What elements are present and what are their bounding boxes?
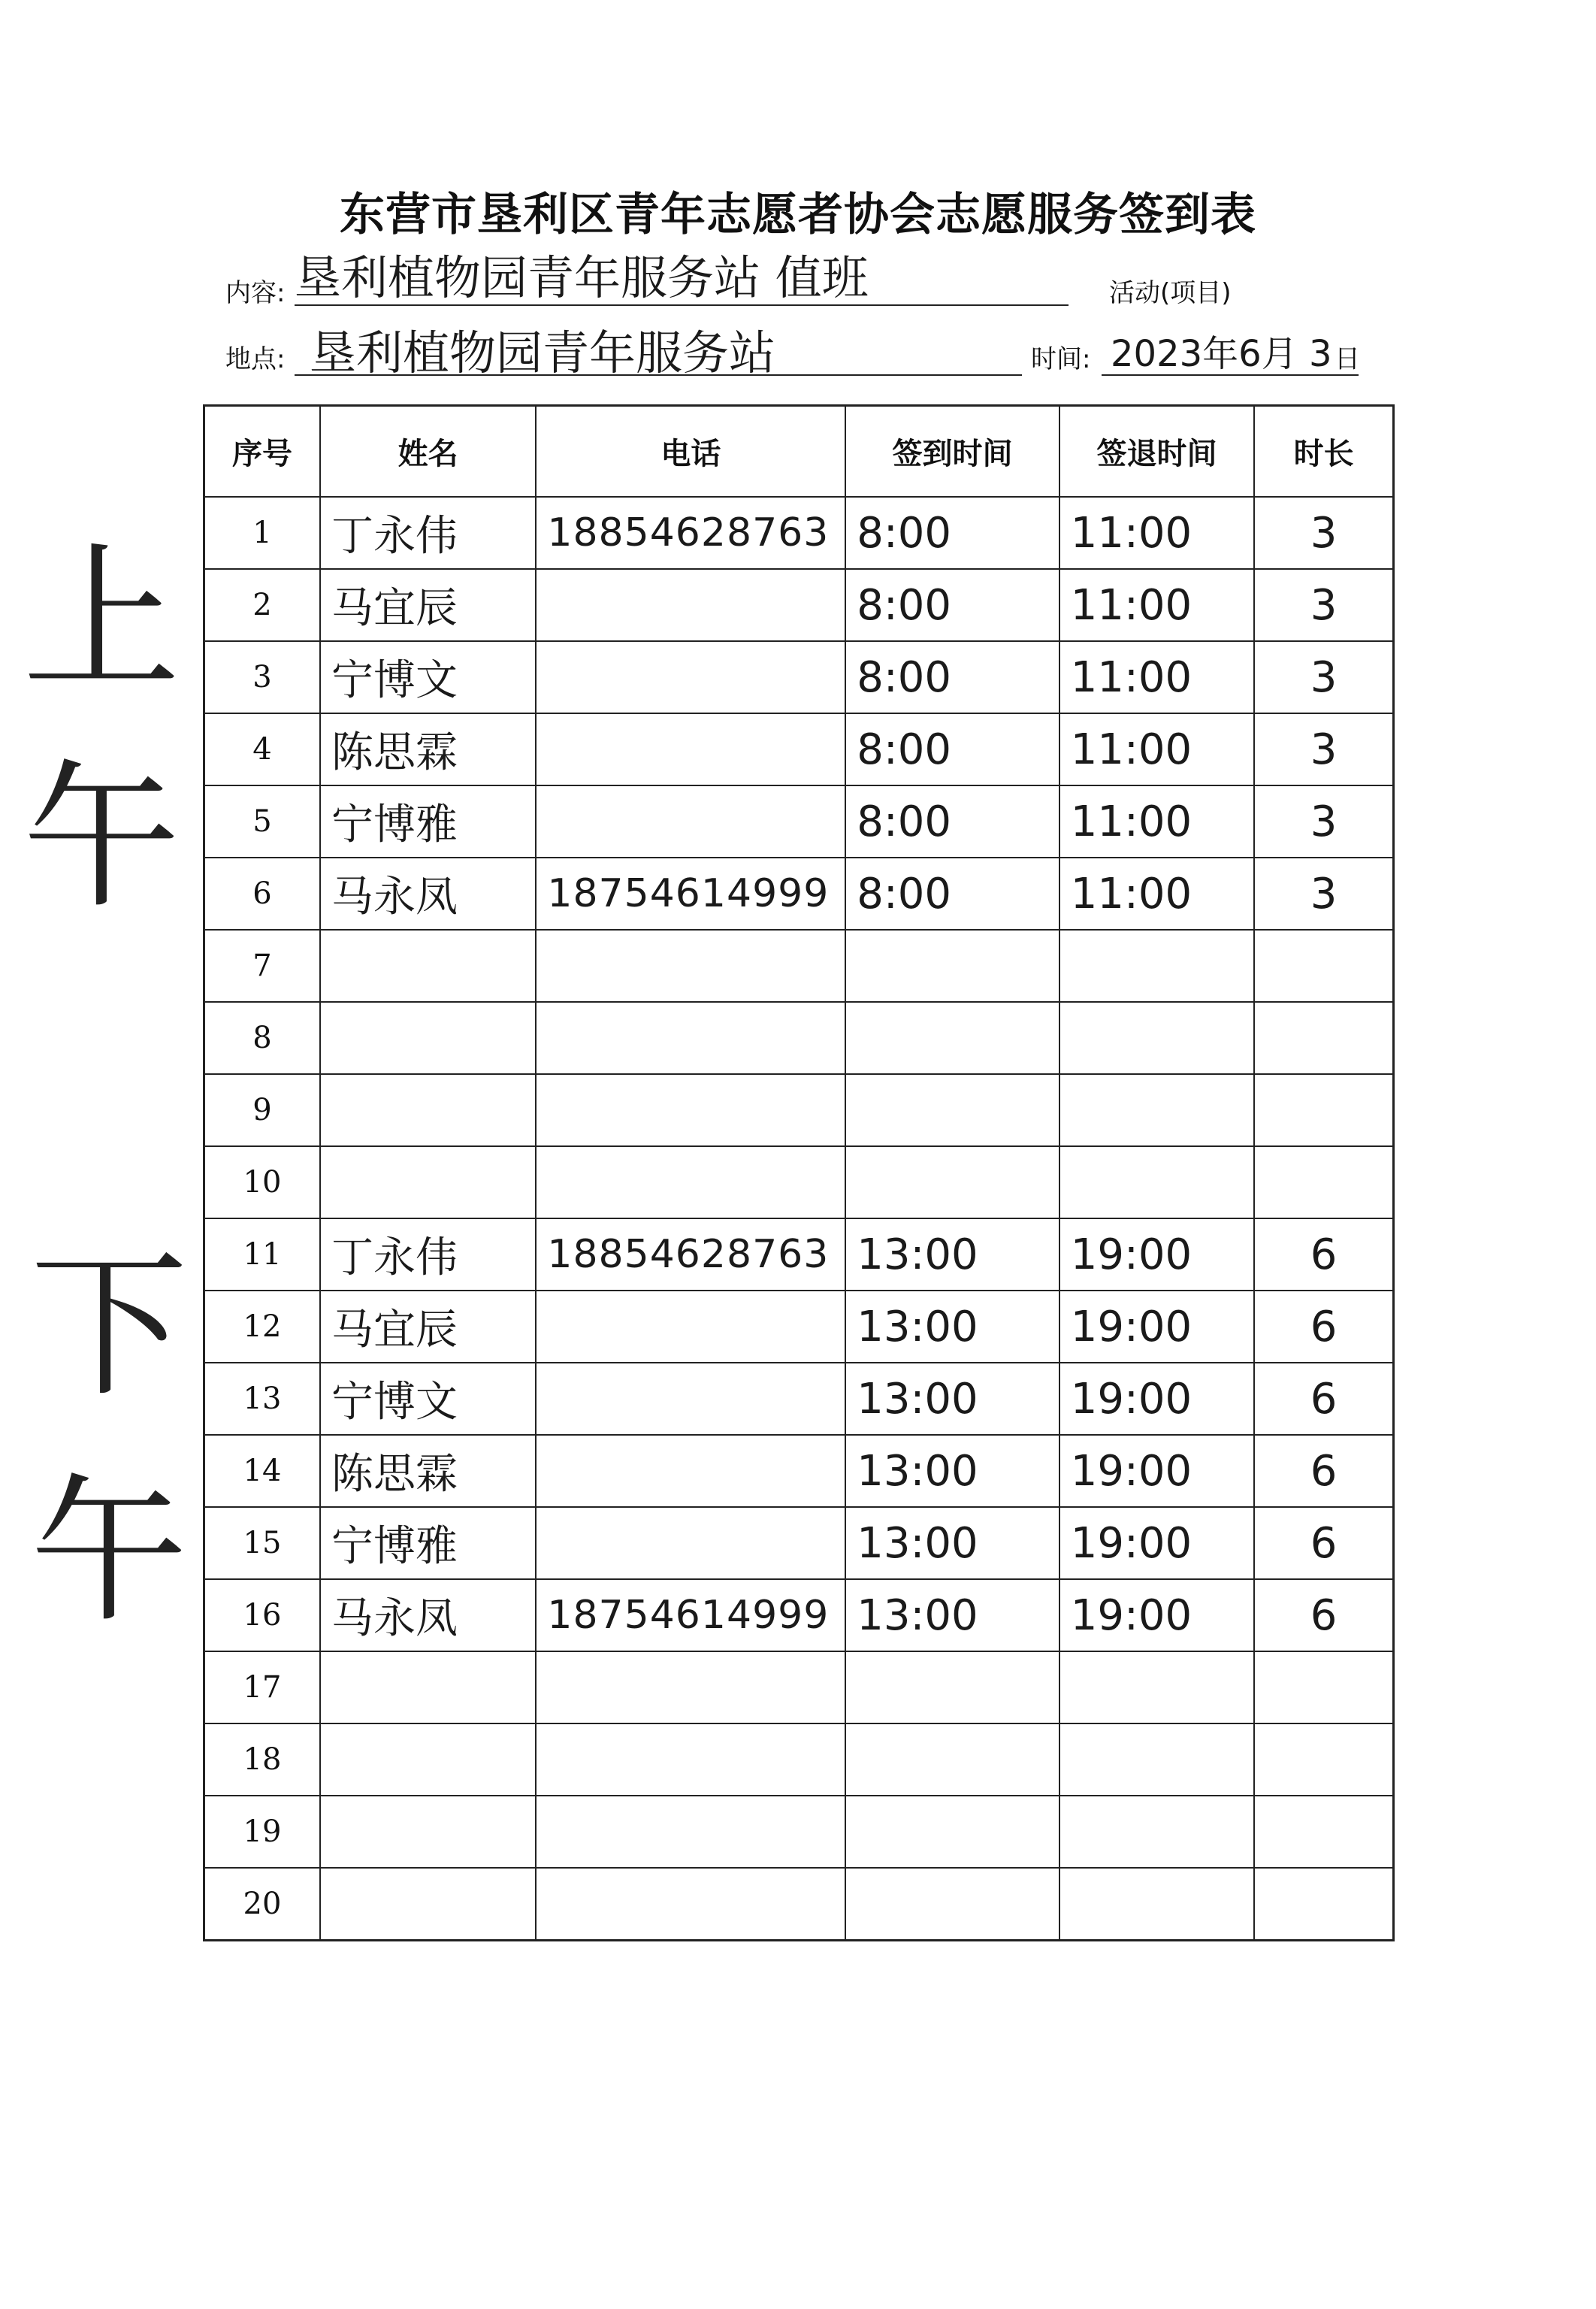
row-hours <box>1254 1651 1393 1723</box>
row-no: 4 <box>204 713 320 785</box>
row-no: 17 <box>204 1651 320 1723</box>
table-row <box>204 1218 1394 1291</box>
row-sign-out: 19:00 <box>1059 1507 1255 1579</box>
table-header-row <box>204 406 1394 498</box>
activity-label: 活动(项目) <box>1109 278 1232 308</box>
row-hours: 6 <box>1254 1291 1393 1363</box>
table-row <box>204 1002 1394 1074</box>
row-phone: 18854628763 <box>536 497 845 569</box>
header-name: 姓名 <box>320 406 536 498</box>
row-sign-out <box>1059 1651 1255 1723</box>
row-hours: 3 <box>1254 858 1393 930</box>
row-sign-out: 11:00 <box>1059 858 1255 930</box>
row-name <box>320 1723 536 1796</box>
row-sign-in <box>845 1651 1059 1723</box>
row-phone <box>536 569 845 641</box>
row-no: 16 <box>204 1579 320 1651</box>
header-sign-in-time: 签到时间 <box>845 406 1059 498</box>
row-sign-in: 13:00 <box>845 1291 1059 1363</box>
row-sign-out <box>1059 930 1255 1002</box>
row-hours <box>1254 1723 1393 1796</box>
row-phone: 18754614999 <box>536 858 845 930</box>
row-sign-out <box>1059 1074 1255 1146</box>
row-hours: 6 <box>1254 1579 1393 1651</box>
row-hours <box>1254 1074 1393 1146</box>
content-value: 垦利植物园青年服务站 值班 <box>295 250 869 305</box>
row-no: 18 <box>204 1723 320 1796</box>
header-duration: 时长 <box>1254 406 1393 498</box>
row-hours: 6 <box>1254 1363 1393 1435</box>
margin-note-afternoon-2: 午 <box>30 1460 189 1644</box>
row-phone <box>536 1291 845 1363</box>
row-sign-out: 19:00 <box>1059 1363 1255 1435</box>
table-row <box>204 1796 1394 1868</box>
row-no: 13 <box>204 1363 320 1435</box>
row-name: 马永凤 <box>320 1579 536 1651</box>
row-phone <box>536 1651 845 1723</box>
row-sign-in <box>845 1868 1059 1941</box>
table-row <box>204 1291 1394 1363</box>
row-name <box>320 1868 536 1941</box>
row-sign-in: 8:00 <box>845 497 1059 569</box>
row-phone <box>536 1002 845 1074</box>
row-sign-out <box>1059 1868 1255 1941</box>
row-no: 14 <box>204 1435 320 1507</box>
row-name: 丁永伟 <box>320 497 536 569</box>
row-name: 陈思霖 <box>320 713 536 785</box>
row-phone <box>536 1507 845 1579</box>
row-phone <box>536 713 845 785</box>
row-phone: 18754614999 <box>536 1579 845 1651</box>
table-row <box>204 930 1394 1002</box>
table-row <box>204 1651 1394 1723</box>
page-title: 东营市垦利区青年志愿者协会志愿服务签到表 <box>340 189 1256 241</box>
row-sign-out: 19:00 <box>1059 1291 1255 1363</box>
row-phone <box>536 1723 845 1796</box>
content-label: 内容: <box>225 278 286 308</box>
table-row <box>204 1868 1394 1941</box>
row-sign-out <box>1059 1723 1255 1796</box>
row-no: 6 <box>204 858 320 930</box>
row-phone <box>536 1868 845 1941</box>
row-sign-out <box>1059 1146 1255 1218</box>
row-name: 宁博雅 <box>320 785 536 858</box>
row-sign-in: 13:00 <box>845 1363 1059 1435</box>
header-sign-out-time: 签退时间 <box>1059 406 1255 498</box>
row-no: 2 <box>204 569 320 641</box>
row-name: 马宜辰 <box>320 1291 536 1363</box>
row-hours: 6 <box>1254 1218 1393 1291</box>
row-no: 1 <box>204 497 320 569</box>
row-name: 宁博文 <box>320 641 536 713</box>
margin-note-morning-1: 上 <box>23 528 181 712</box>
row-sign-in: 13:00 <box>845 1507 1059 1579</box>
row-hours: 3 <box>1254 641 1393 713</box>
row-sign-in: 13:00 <box>845 1579 1059 1651</box>
row-hours <box>1254 930 1393 1002</box>
row-hours <box>1254 1146 1393 1218</box>
row-hours: 3 <box>1254 785 1393 858</box>
row-hours <box>1254 1868 1393 1941</box>
row-name: 陈思霖 <box>320 1435 536 1507</box>
row-no: 8 <box>204 1002 320 1074</box>
table-row <box>204 1146 1394 1218</box>
row-name: 丁永伟 <box>320 1218 536 1291</box>
row-sign-in <box>845 1723 1059 1796</box>
row-sign-in: 8:00 <box>845 569 1059 641</box>
day-label: 日 <box>1335 344 1360 374</box>
row-sign-out <box>1059 1002 1255 1074</box>
row-hours: 6 <box>1254 1435 1393 1507</box>
row-name: 马永凤 <box>320 858 536 930</box>
row-no: 7 <box>204 930 320 1002</box>
row-name: 宁博雅 <box>320 1507 536 1579</box>
row-no: 3 <box>204 641 320 713</box>
header-phone: 电话 <box>536 406 845 498</box>
location-label: 地点: <box>225 344 286 374</box>
table-row <box>204 858 1394 930</box>
sign-in-table <box>203 404 1395 1941</box>
row-phone <box>536 641 845 713</box>
table-row <box>204 1579 1394 1651</box>
row-name <box>320 1002 536 1074</box>
row-phone <box>536 1363 845 1435</box>
row-phone <box>536 1074 845 1146</box>
row-sign-in: 8:00 <box>845 641 1059 713</box>
row-sign-out: 19:00 <box>1059 1435 1255 1507</box>
row-sign-in: 8:00 <box>845 785 1059 858</box>
row-sign-out: 11:00 <box>1059 713 1255 785</box>
row-phone <box>536 1435 845 1507</box>
row-phone <box>536 1146 845 1218</box>
row-hours: 6 <box>1254 1507 1393 1579</box>
row-sign-out: 19:00 <box>1059 1579 1255 1651</box>
header-no: 序号 <box>204 406 320 498</box>
row-no: 12 <box>204 1291 320 1363</box>
table-row <box>204 785 1394 858</box>
content-underline <box>295 304 1069 306</box>
table-row <box>204 1363 1394 1435</box>
row-hours: 3 <box>1254 569 1393 641</box>
row-sign-out: 19:00 <box>1059 1218 1255 1291</box>
table-row <box>204 1074 1394 1146</box>
table-row <box>204 497 1394 569</box>
row-no: 9 <box>204 1074 320 1146</box>
row-phone <box>536 785 845 858</box>
row-sign-in <box>845 1002 1059 1074</box>
row-sign-in: 8:00 <box>845 858 1059 930</box>
row-no: 10 <box>204 1146 320 1218</box>
row-sign-in <box>845 1074 1059 1146</box>
table-row <box>204 641 1394 713</box>
location-underline <box>295 374 1022 376</box>
table-row <box>204 1435 1394 1507</box>
row-sign-in: 13:00 <box>845 1218 1059 1291</box>
row-sign-in <box>845 930 1059 1002</box>
row-hours <box>1254 1796 1393 1868</box>
row-no: 15 <box>204 1507 320 1579</box>
margin-note-afternoon-1: 下 <box>30 1234 189 1418</box>
row-sign-in <box>845 1146 1059 1218</box>
table-row <box>204 713 1394 785</box>
row-phone: 18854628763 <box>536 1218 845 1291</box>
margin-note-morning-2: 午 <box>23 746 181 930</box>
row-name <box>320 930 536 1002</box>
row-sign-out: 11:00 <box>1059 785 1255 858</box>
row-name: 宁博文 <box>320 1363 536 1435</box>
table-row <box>204 1507 1394 1579</box>
row-sign-out: 11:00 <box>1059 641 1255 713</box>
row-phone <box>536 930 845 1002</box>
row-hours: 3 <box>1254 713 1393 785</box>
row-name <box>320 1796 536 1868</box>
location-value: 垦利植物园青年服务站 <box>310 325 776 380</box>
row-hours <box>1254 1002 1393 1074</box>
row-name <box>320 1651 536 1723</box>
row-no: 19 <box>204 1796 320 1868</box>
row-phone <box>536 1796 845 1868</box>
row-name: 马宜辰 <box>320 569 536 641</box>
row-no: 5 <box>204 785 320 858</box>
row-sign-out <box>1059 1796 1255 1868</box>
row-sign-out: 11:00 <box>1059 497 1255 569</box>
row-no: 11 <box>204 1218 320 1291</box>
row-name <box>320 1074 536 1146</box>
row-no: 20 <box>204 1868 320 1941</box>
time-value: 2023年6月 3 <box>1111 333 1332 375</box>
row-name <box>320 1146 536 1218</box>
table-row <box>204 569 1394 641</box>
time-label: 时间: <box>1031 344 1091 374</box>
time-underline <box>1102 374 1359 376</box>
row-sign-in <box>845 1796 1059 1868</box>
table-row <box>204 1723 1394 1796</box>
row-hours: 3 <box>1254 497 1393 569</box>
row-sign-out: 11:00 <box>1059 569 1255 641</box>
row-sign-in: 13:00 <box>845 1435 1059 1507</box>
row-sign-in: 8:00 <box>845 713 1059 785</box>
